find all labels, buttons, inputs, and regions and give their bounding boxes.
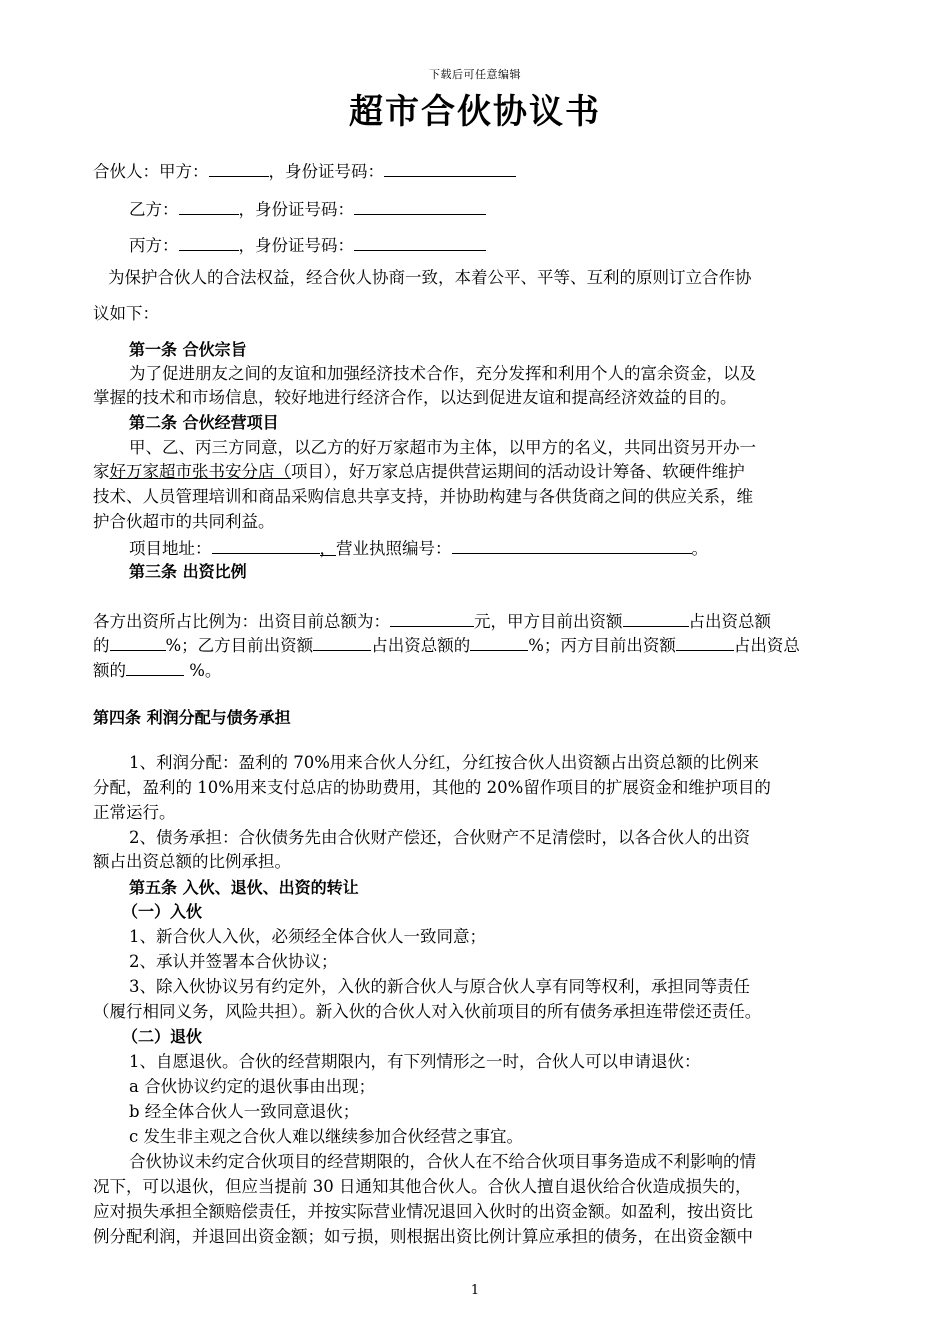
party-b-label: 乙方：	[129, 200, 179, 219]
article-4-p1-line-2: 分配，盈利的 10%用来支付总店的协助费用，其他的 20%留作项目的扩展资金和维护项目的	[93, 778, 771, 797]
article-5-sub-2: （二）退伙	[122, 1027, 203, 1046]
page-number: 1	[470, 1283, 480, 1298]
document-title: 超市合伙协议书	[349, 92, 601, 132]
article-2-line-3: 技术、人员管理培训和商品采购信息共享支持，并协助构建与各供货商之间的供应关系，维	[93, 487, 753, 506]
party-b-ratio-blank	[470, 632, 528, 651]
article-2-line-1: 甲、乙、丙三方同意，以乙方的好万家超市为主体，以甲方的名义，共同出资另开办一	[129, 438, 756, 457]
party-c-id-label: ，身份证号码：	[238, 236, 354, 255]
article-3-line-2: 的 %；乙方目前出资额 占出资总额的 %；丙方目前出资额 占出资总	[93, 632, 863, 658]
total-capital-blank	[390, 608, 474, 627]
party-a-capital-blank	[623, 608, 689, 627]
article-5-sub-1: （一）入伙	[122, 902, 203, 921]
party-b-capital-blank	[313, 632, 371, 651]
article-1-line-1: 为了促进朋友之间的友谊和加强经济技术合作，充分发挥和利用个人的富余资金，以及	[129, 364, 756, 383]
party-c-id-blank	[354, 232, 486, 251]
party-a-ratio-blank	[110, 632, 166, 651]
party-a-line	[93, 158, 863, 184]
article-3-heading: 第三条 出资比例	[129, 562, 247, 581]
join-item-3-line-1: 3、除入伙协议另有约定外，入伙的新合伙人与原合伙人享有同等权利，承担同等责任	[129, 977, 750, 996]
party-a-id-label: ，身份证号码：	[268, 162, 384, 181]
party-b-name-blank	[179, 196, 239, 215]
article-2-line-4: 护合伙超市的共同利益。	[93, 512, 275, 531]
withdraw-item-b: b 经全体合伙人一致同意退伙；	[129, 1102, 360, 1121]
withdraw-item-c: c 发生非主观之合伙人难以继续参加合伙经营之事宜。	[129, 1127, 523, 1146]
withdraw-para-line-4: 例分配利润，并退回出资金额；如亏损，则根据出资比例计算应承担的债务，在出资金额中	[93, 1227, 753, 1246]
article-5-heading: 第五条 入伙、退伙、出资的转让	[129, 878, 359, 897]
address-label: 项目地址：	[129, 539, 212, 558]
party-a-label: 合伙人：甲方：	[93, 162, 209, 181]
article-3-line-1: 各方出资所占比例为：出资目前总额为： 元，甲方目前出资额 占出资总额	[93, 608, 863, 634]
preamble-line-1: 为保护合伙人的合法权益，经合伙人协商一致，本着公平、平等、互利的原则订立合作协	[108, 268, 752, 287]
article-4-p1-line-3: 正常运行。	[93, 803, 176, 822]
article-2-line-2: 家好万家超市张书安分店（项目），好万家总店提供营运期间的活动设计筹备、软硬件维护	[93, 462, 745, 481]
withdraw-para-line-2: 况下，可以退伙，但应当提前 30 日通知其他合伙人。合伙人擅自退伙给合伙造成损失的，	[93, 1177, 752, 1196]
address-blank	[212, 535, 320, 554]
party-a-name-blank	[209, 158, 269, 177]
party-c-name-blank	[179, 232, 239, 251]
article-4-heading: 第四条 利润分配与债务承担	[93, 708, 291, 727]
article-4-p2-line-1: 2、债务承担：合伙债务先由合伙财产偿还，合伙财产不足清偿时，以各合伙人的出资	[129, 828, 750, 847]
preamble-line-2: 议如下：	[93, 304, 159, 323]
article-4-p1-line-1: 1、利润分配：盈利的 70%用来合伙人分红，分红按合伙人出资额占出资总额的比例来	[129, 753, 759, 772]
article-1-line-2: 掌握的技术和市场信息，较好地进行经济合作，以达到促进友谊和提高经济效益的目的。	[93, 388, 737, 407]
article-4-p2-line-2: 额占出资总额的比例承担。	[93, 852, 291, 871]
project-address-line: 项目地址： ，营业执照编号： 。	[129, 535, 863, 561]
party-c-ratio-blank	[126, 657, 184, 676]
party-c-capital-blank	[676, 632, 734, 651]
join-item-1: 1、新合伙人入伙，必须经全体合伙人一致同意；	[129, 927, 486, 946]
party-c-line	[129, 232, 863, 258]
withdraw-para-line-1: 合伙协议未约定合伙项目的经营期限的，合伙人在不给合伙项目事务造成不利影响的情	[129, 1152, 756, 1171]
license-label: 营业执照编号：	[336, 539, 452, 558]
article-1-heading: 第一条 合伙宗旨	[129, 340, 247, 359]
party-b-line	[129, 196, 863, 222]
article-2-heading: 第二条 合伙经营项目	[129, 413, 279, 432]
withdraw-para-line-3: 应对损失承担全额赔偿责任，并按实际营业情况退回入伙时的出资金额。如盈利，按出资比	[93, 1202, 753, 1221]
party-a-id-blank	[384, 158, 516, 177]
withdraw-item-a: a 合伙协议约定的退伙事由出现；	[129, 1077, 376, 1096]
header-note: 下载后可任意编辑	[429, 68, 521, 81]
party-b-id-blank	[354, 196, 486, 215]
address-comma: ，	[319, 539, 336, 558]
license-blank	[452, 535, 692, 554]
join-item-2: 2、承认并签署本合伙协议；	[129, 952, 338, 971]
article-3-line-3: 额的 %。	[93, 657, 863, 683]
store-name: 好万家超市张书安分店（	[109, 462, 291, 481]
party-b-id-label: ，身份证号码：	[238, 200, 354, 219]
party-c-label: 丙方：	[129, 236, 179, 255]
join-item-3-line-2: （履行相同义务，风险共担）。新入伙的合伙人对入伙前项目的所有债务承担连带偿还责任。	[93, 1002, 762, 1021]
withdraw-item-1: 1、自愿退伙。合伙的经营期限内，有下列情形之一时，合伙人可以申请退伙：	[129, 1052, 701, 1071]
